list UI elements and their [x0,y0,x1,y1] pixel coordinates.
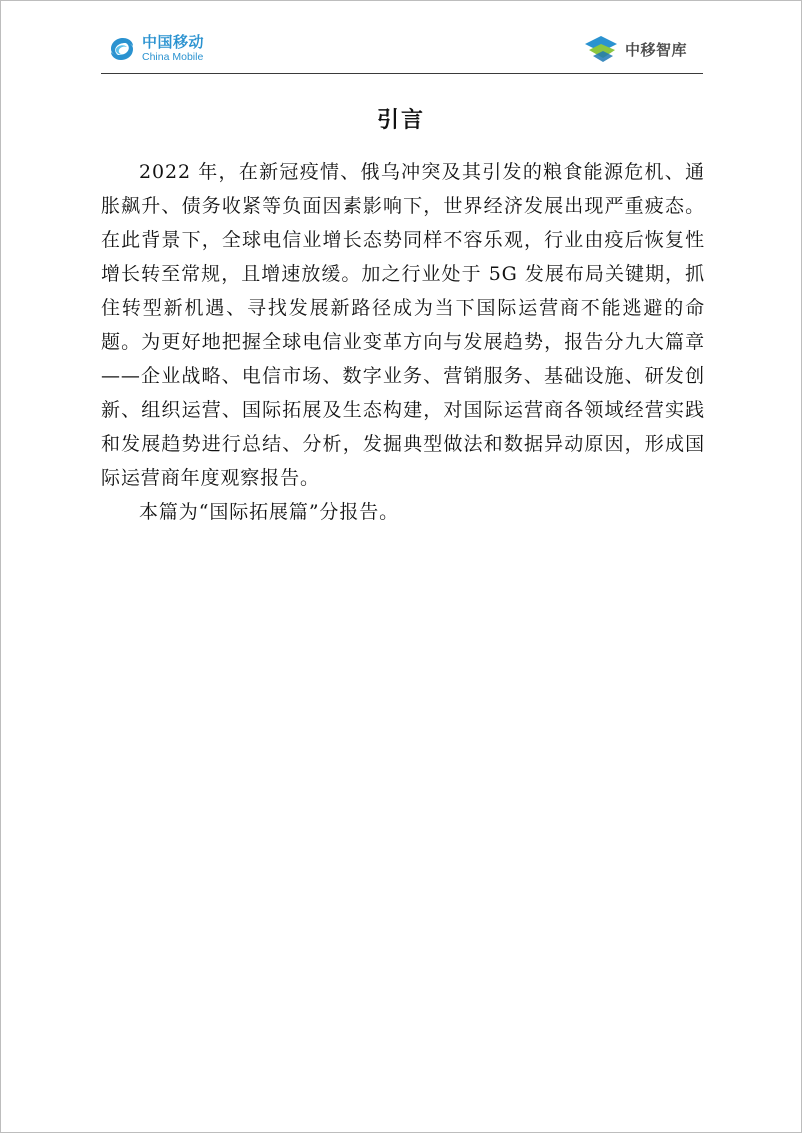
body-paragraph: 2022 年，在新冠疫情、俄乌冲突及其引发的粮食能源危机、通胀飙升、债务收紧等负面因素影响下，世界经济发展出现严重疲态。在此背景下，全球电信业增长态势同样不容乐观，行业由疫后恢复性增长转至常规，且增速放缓。加之行业处于 5G 发展布局关键期，抓住转型新机遇、寻找发展新路径成为当下国际运营商不能逃避的命题。为更好地把握全球电信业变革方向与发展趋势，报告分九大篇章——企业战略、电信市场、数字业务、营销服务、基础设施、研发创新、组织运营、国际拓展及生态构建，对国际运营商各领域经营实践和发展趋势进行总结、分析，发掘典型做法和数据异动原因，形成国际运营商年度观察报告。 [101,161,705,489]
body-paragraph: 本篇为“国际拓展篇”分报告。 [139,501,400,523]
zhongyi-emblem-icon [583,32,621,66]
china-mobile-name-cn: 中国移动 [142,33,205,52]
zhongyi-name: 中移智库 [624,40,687,59]
china-mobile-logo [107,31,204,67]
page-title: 引言 [376,108,425,133]
page-header [101,25,703,74]
china-mobile-emblem-icon [107,34,137,64]
zhongyi-think-tank-logo [583,31,687,67]
china-mobile-name-en: China Mobile [142,51,204,64]
document-body [101,155,705,529]
